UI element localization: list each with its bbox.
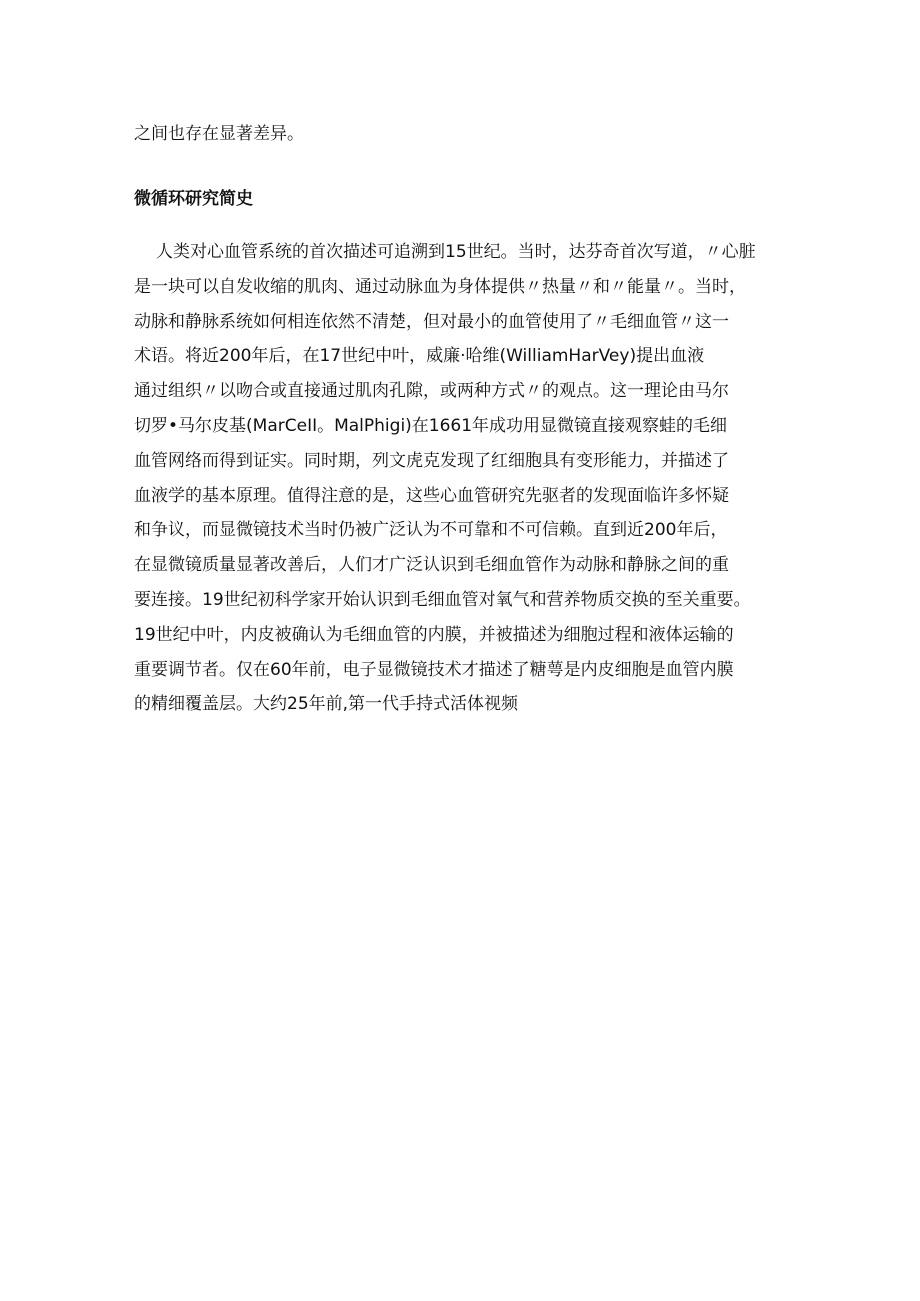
continuation-text: 之间也存在显著差异。 [134, 124, 304, 144]
paragraph-line: 和争议，而显微镜技术当时仍被广泛认为不可靠和不可信赖。直到近200年后， [134, 520, 728, 541]
paragraph-line: 动脉和静脉系统如何相连依然不清楚，但对最小的血管使用了〃毛细血管〃这一 [134, 311, 729, 332]
paragraph-line: 通过组织〃以吻合或直接通过肌肉孔隙，或两种方式〃的观点。这一理论由马尔 [134, 381, 729, 402]
paragraph-line: 重要调节者。仅在60年前，电子显微镜技术才描述了糖萼是内皮细胞是血管内膜 [134, 659, 734, 680]
paragraph-line: 切罗•马尔皮基(MarCeII。MalPhigi)在1661年成功用显微镜直接观察蛙的毛细 [134, 415, 728, 436]
paragraph-line: 血液学的基本原理。值得注意的是，这些心血管研究先驱者的发现面临许多怀疑 [134, 485, 729, 506]
paragraph-line: 19世纪中叶，内皮被确认为毛细血管的内膜，并被描述为细胞过程和液体运输的 [134, 624, 734, 645]
paragraph-line: 要连接。19世纪初科学家开始认识到毛细血管对氧气和营养物质交换的至关重要。 [134, 589, 751, 610]
paragraph-line: 是一块可以自发收缩的肌肉、通过动脉血为身体提供〃热量〃和〃能量〃。当时， [134, 276, 746, 297]
body-paragraph [134, 235, 794, 722]
paragraph-line: 在显微镜质量显著改善后，人们才广泛认识到毛细血管作为动脉和静脉之间的重 [134, 555, 729, 576]
paragraph-line: 血管网络而得到证实。同时期，列文虎克发现了红细胞具有变形能力，并描述了 [134, 450, 729, 471]
paragraph-line: 的精细覆盖层。大约25年前,第一代手持式活体视频 [134, 694, 519, 715]
paragraph-line: 术语。将近200年后，在17世纪中叶，威廉·哈维(WilliamHarVey)提出血液 [134, 346, 705, 367]
section-heading: 微循环研究简史 [134, 189, 253, 209]
paragraph-line: 人类对心血管系统的首次描述可追溯到15世纪。当时，达芬奇首次写道，〃心脏 [156, 242, 756, 262]
